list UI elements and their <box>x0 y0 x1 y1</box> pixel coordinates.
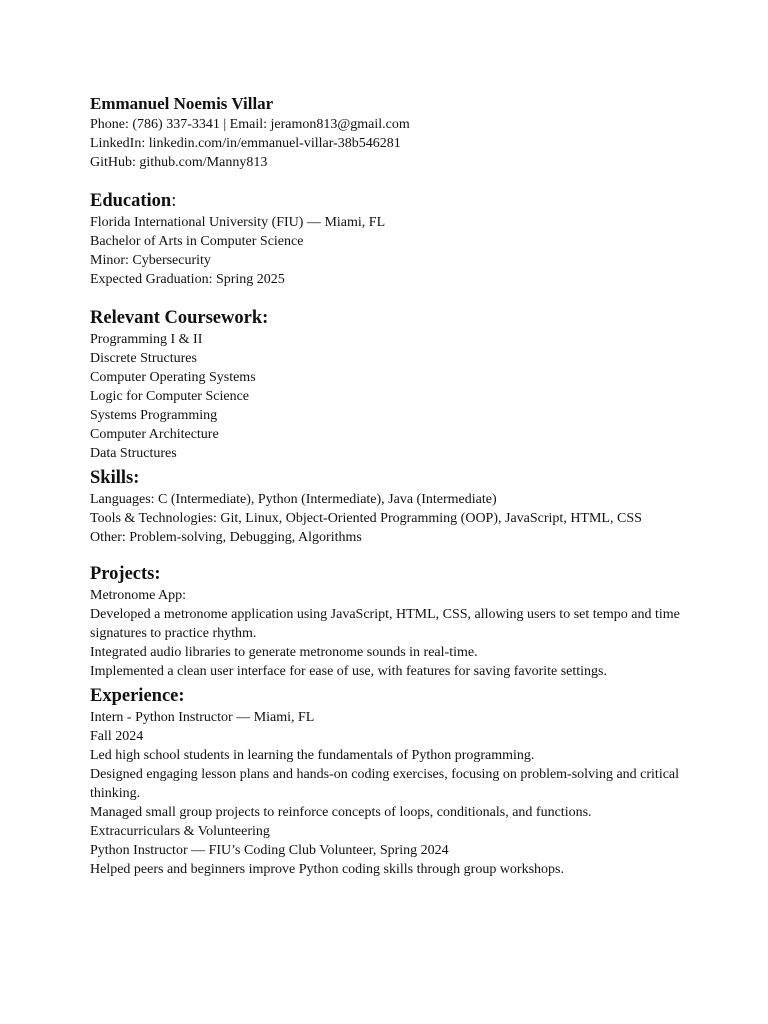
education-heading-colon: : <box>171 191 177 211</box>
experience-line: Extracurriculars & Volunteering <box>90 824 270 839</box>
experience-line: Designed engaging lesson plans and hands-on coding exercises, focusing on problem-solving and critical thinking. <box>90 767 680 801</box>
skills-heading: Skills: <box>90 468 140 488</box>
linkedin-line: LinkedIn: linkedin.com/in/emmanuel-villar-38b546281 <box>90 136 401 151</box>
education-section <box>90 189 690 289</box>
coursework-item: Systems Programming <box>90 408 218 423</box>
contact-line: Phone: (786) 337-3341 | Email: jeramon813@gmail.com <box>90 117 410 132</box>
experience-heading: Experience: <box>90 686 185 706</box>
project-line: Integrated audio libraries to generate metronome sounds in real-time. <box>90 645 478 660</box>
coursework-item: Discrete Structures <box>90 351 197 366</box>
experience-line: Fall 2024 <box>90 729 144 744</box>
experience-line: Helped peers and beginners improve Python coding skills through group workshops. <box>90 862 564 877</box>
project-title: Metronome App: <box>90 588 187 603</box>
coursework-section <box>90 306 690 463</box>
projects-heading: Projects: <box>90 564 161 584</box>
education-line: Florida International University (FIU) — Miami, FL <box>90 215 386 230</box>
experience-line: Python Instructor — FIU’s Coding Club Volunteer, Spring 2024 <box>90 843 449 858</box>
resume-header <box>90 92 690 172</box>
education-heading-text: Education <box>90 191 172 211</box>
projects-section <box>90 562 690 681</box>
experience-line: Managed small group projects to reinforce concepts of loops, conditionals, and functions. <box>90 805 592 820</box>
coursework-heading: Relevant Coursework: <box>90 308 269 328</box>
coursework-item: Logic for Computer Science <box>90 389 250 404</box>
experience-line: Led high school students in learning the fundamentals of Python programming. <box>90 748 535 763</box>
skills-section <box>90 466 690 547</box>
coursework-item: Data Structures <box>90 446 177 461</box>
skills-line: Languages: C (Intermediate), Python (Intermediate), Java (Intermediate) <box>90 492 497 507</box>
skills-line: Tools & Technologies: Git, Linux, Object-Oriented Programming (OOP), JavaScript, HTML, CSS <box>90 511 642 526</box>
coursework-item: Computer Operating Systems <box>90 370 256 385</box>
education-line: Minor: Cybersecurity <box>90 253 211 268</box>
skills-line: Other: Problem-solving, Debugging, Algorithms <box>90 530 362 545</box>
coursework-item: Programming I & II <box>90 332 203 347</box>
education-line: Bachelor of Arts in Computer Science <box>90 234 304 249</box>
candidate-name: Emmanuel Noemis Villar <box>90 94 274 113</box>
project-line: Implemented a clean user interface for ease of use, with features for saving favorite settings. <box>90 664 608 679</box>
coursework-item: Computer Architecture <box>90 427 219 442</box>
resume-document <box>90 92 690 879</box>
education-line: Expected Graduation: Spring 2025 <box>90 272 285 287</box>
experience-line: Intern - Python Instructor — Miami, FL <box>90 710 315 725</box>
experience-section <box>90 684 690 879</box>
github-line: GitHub: github.com/Manny813 <box>90 155 268 170</box>
education-heading <box>90 189 690 213</box>
project-line: Developed a metronome application using JavaScript, HTML, CSS, allowing users to set tempo and time signatures to practice rhythm. <box>90 607 680 641</box>
